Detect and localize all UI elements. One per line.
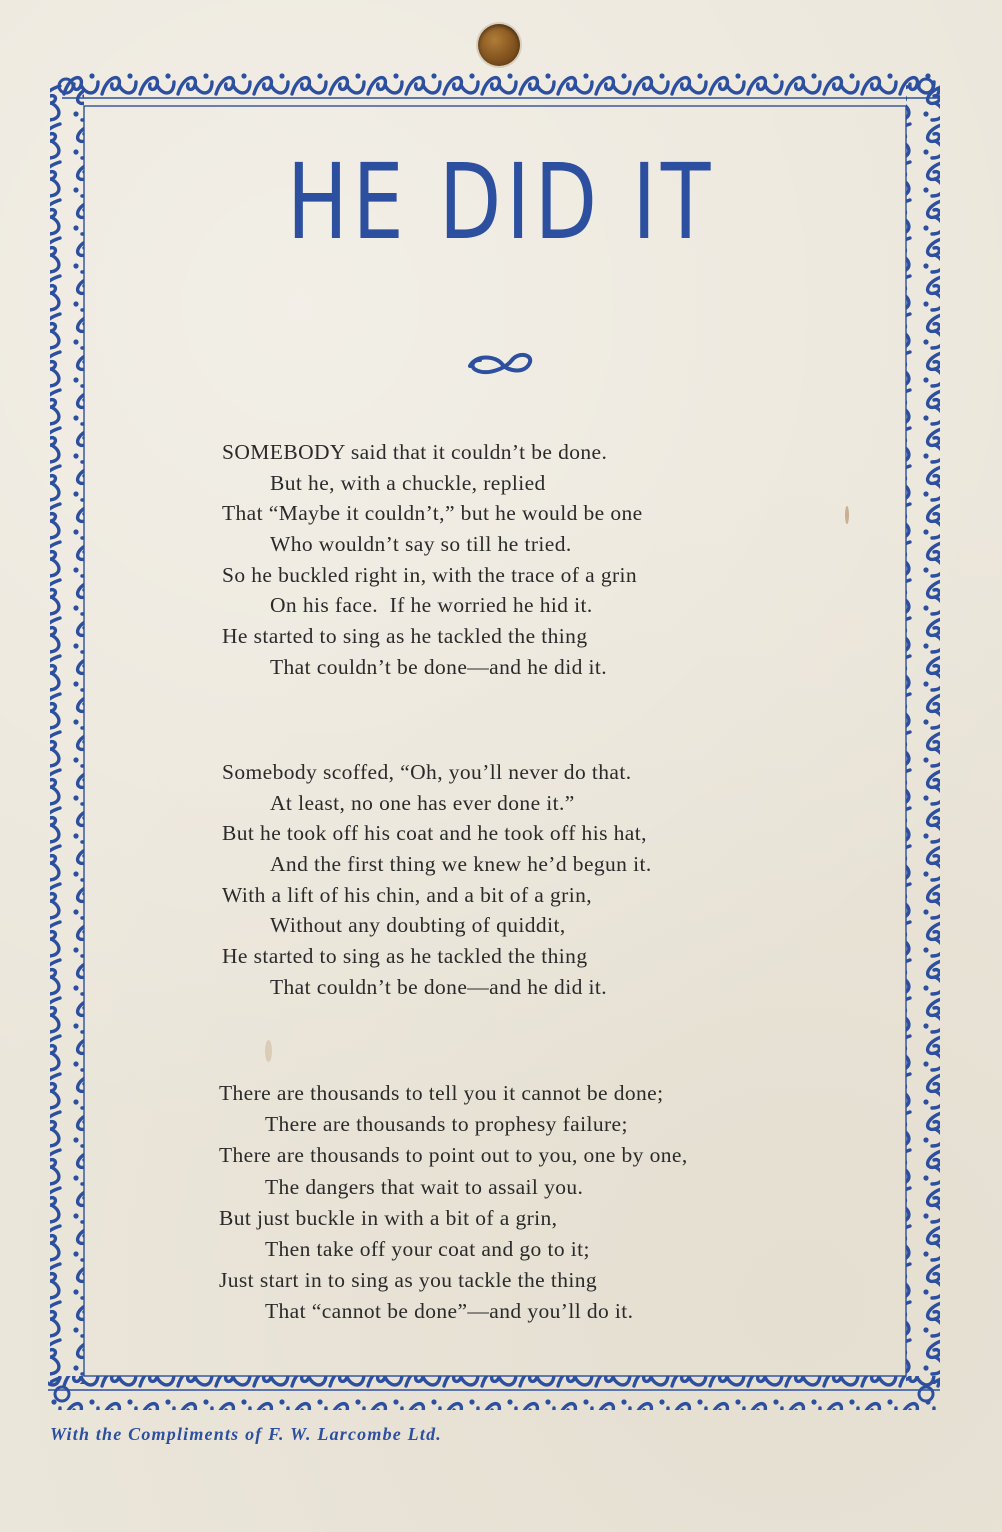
poem-line: He started to sing as he tackled the thing [222, 624, 588, 649]
poem-line: Who wouldn’t say so till he tried. [270, 532, 572, 557]
paper-stain [845, 506, 849, 524]
poem-line: So he buckled right in, with the trace of a grin [222, 562, 638, 587]
poem-line: There are thousands to tell you it cannot be done; [219, 1081, 664, 1105]
poem-line: Without any doubting of quiddit, [270, 913, 566, 938]
stanza-3 [219, 1078, 688, 1328]
poem-line: But he took off his coat and he took off his hat, [222, 821, 647, 846]
poem-line: At least, no one has ever done it.” [270, 790, 575, 815]
poem-line: There are thousands to prophesy failure; [265, 1112, 628, 1137]
poem-line: That “Maybe it couldn’t,” but he would be one [222, 501, 643, 526]
poem-line: Just start in to sing as you tackle the thing [219, 1268, 598, 1293]
paper-stain [265, 1040, 272, 1062]
poem-line: He started to sing as he tackled the thing [222, 944, 588, 969]
poem-line: The dangers that wait to assail you. [265, 1174, 584, 1199]
poem-line: But he, with a chuckle, replied [270, 470, 546, 495]
poem-line: But just buckle in with a bit of a grin, [219, 1205, 558, 1230]
poem-line: SOMEBODY said that it couldn’t be done. [222, 440, 608, 464]
poem-title: HE DID IT [286, 141, 716, 263]
poem-line: That “cannot be done”—and you’ll do it. [265, 1299, 634, 1324]
poem-line: That couldn’t be done—and he did it. [270, 974, 608, 999]
poem-line: With a lift of his chin, and a bit of a grin, [222, 882, 593, 907]
stanza-2 [222, 757, 652, 1003]
poem-line: There are thousands to point out to you, one by one, [219, 1143, 688, 1168]
poem-line: On his face. If he worried he hid it. [270, 593, 593, 618]
poem-line: And the first thing we knew he’d begun it. [270, 852, 652, 877]
poem-line: Then take off your coat and go to it; [265, 1236, 590, 1261]
poem-line: Somebody scoffed, “Oh, you’ll never do that. [222, 760, 632, 784]
footer-credit: With the Compliments of F. W. Larcombe Ltd. [50, 1424, 442, 1444]
poem-line: That couldn’t be done—and he did it. [270, 654, 608, 679]
knot-ornament-icon [466, 350, 536, 378]
stanza-1 [222, 437, 643, 683]
